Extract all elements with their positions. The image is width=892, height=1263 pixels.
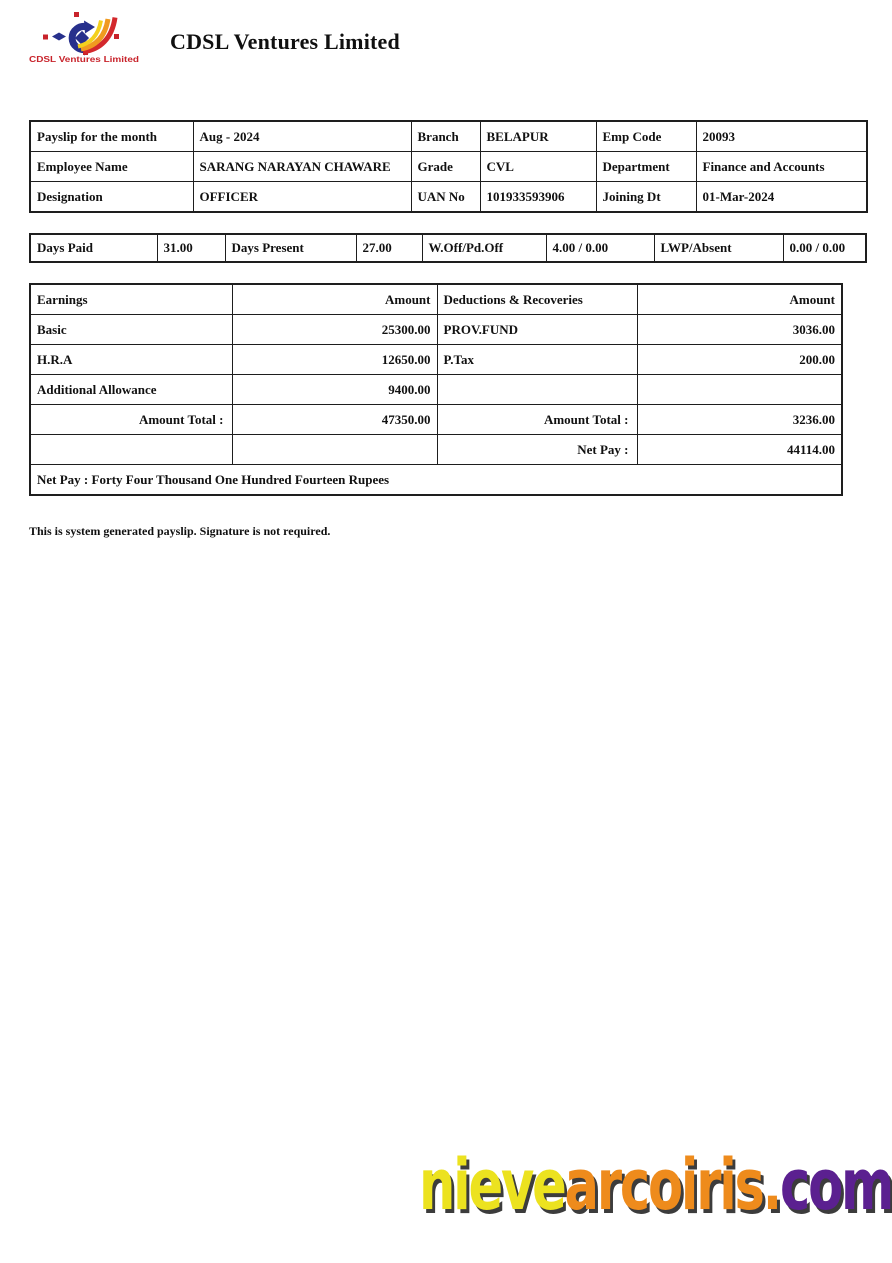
earning-label: Basic bbox=[30, 315, 232, 345]
earning-label: Additional Allowance bbox=[30, 375, 232, 405]
deduction-label: P.Tax bbox=[437, 345, 637, 375]
info-value-uan: 101933593906 bbox=[480, 182, 596, 213]
pay-header-earnings-amount: Amount bbox=[232, 284, 437, 315]
info-label-uan: UAN No bbox=[411, 182, 480, 213]
earning-label: H.R.A bbox=[30, 345, 232, 375]
deductions-total-value: 3236.00 bbox=[637, 405, 842, 435]
info-value-grade: CVL bbox=[480, 152, 596, 182]
attendance-value-woff: 4.00 / 0.00 bbox=[546, 234, 654, 262]
watermark-part-arcoiris: arcoiris bbox=[564, 1144, 763, 1226]
deduction-label: PROV.FUND bbox=[437, 315, 637, 345]
deduction-amount: 3036.00 bbox=[637, 315, 842, 345]
info-value-department: Finance and Accounts bbox=[696, 152, 867, 182]
pay-header-deductions: Deductions & Recoveries bbox=[437, 284, 637, 315]
pay-row bbox=[30, 375, 842, 405]
info-label-grade: Grade bbox=[411, 152, 480, 182]
earning-amount: 9400.00 bbox=[232, 375, 437, 405]
pay-row bbox=[30, 345, 842, 375]
attendance-label-days-paid: Days Paid bbox=[30, 234, 157, 262]
deduction-amount bbox=[637, 375, 842, 405]
info-row bbox=[30, 121, 867, 152]
net-pay-value: 44114.00 bbox=[637, 435, 842, 465]
earnings-total-value: 47350.00 bbox=[232, 405, 437, 435]
info-label-emp-code: Emp Code bbox=[596, 121, 696, 152]
deductions-total-label: Amount Total : bbox=[437, 405, 637, 435]
page-title: CDSL Ventures Limited bbox=[170, 29, 400, 54]
info-label-department: Department bbox=[596, 152, 696, 182]
net-pay-label: Net Pay : bbox=[437, 435, 637, 465]
info-label-designation: Designation bbox=[30, 182, 193, 213]
attendance-label-woff: W.Off/Pd.Off bbox=[422, 234, 546, 262]
attendance-value-days-paid: 31.00 bbox=[157, 234, 225, 262]
watermark-part-com: com bbox=[779, 1144, 892, 1226]
watermark-part-dot: . bbox=[762, 1144, 780, 1226]
info-label-branch: Branch bbox=[411, 121, 480, 152]
footer-note: This is system generated payslip. Signature is not required. bbox=[29, 524, 331, 538]
info-row bbox=[30, 152, 867, 182]
payslip-info-table bbox=[29, 120, 868, 213]
earning-amount: 25300.00 bbox=[232, 315, 437, 345]
info-value-payslip-month: Aug - 2024 bbox=[193, 121, 411, 152]
info-value-branch: BELAPUR bbox=[480, 121, 596, 152]
info-value-joining-dt: 01-Mar-2024 bbox=[696, 182, 867, 213]
empty-cell bbox=[30, 435, 232, 465]
pay-header-row bbox=[30, 284, 842, 315]
pay-header-earnings: Earnings bbox=[30, 284, 232, 315]
attendance-label-days-present: Days Present bbox=[225, 234, 356, 262]
net-pay-words-row bbox=[30, 465, 842, 496]
attendance-label-lwp: LWP/Absent bbox=[654, 234, 783, 262]
pay-table bbox=[29, 283, 843, 496]
info-label-joining-dt: Joining Dt bbox=[596, 182, 696, 213]
info-value-employee-name: SARANG NARAYAN CHAWARE bbox=[193, 152, 411, 182]
company-logo bbox=[28, 10, 140, 65]
attendance-table bbox=[29, 233, 867, 263]
watermark-part-nieve: nieve bbox=[418, 1144, 565, 1226]
empty-cell bbox=[232, 435, 437, 465]
info-label-employee-name: Employee Name bbox=[30, 152, 193, 182]
pay-row bbox=[30, 315, 842, 345]
net-pay-row bbox=[30, 435, 842, 465]
watermark bbox=[418, 1144, 892, 1226]
info-label-payslip-month: Payslip for the month bbox=[30, 121, 193, 152]
earning-amount: 12650.00 bbox=[232, 345, 437, 375]
pay-totals-row bbox=[30, 405, 842, 435]
deduction-label bbox=[437, 375, 637, 405]
pay-header-deductions-amount: Amount bbox=[637, 284, 842, 315]
logo-caption: CDSL Ventures Limited bbox=[29, 54, 139, 64]
info-value-designation: OFFICER bbox=[193, 182, 411, 213]
info-value-emp-code: 20093 bbox=[696, 121, 867, 152]
info-row bbox=[30, 182, 867, 213]
attendance-value-lwp: 0.00 / 0.00 bbox=[783, 234, 866, 262]
net-pay-words: Net Pay : Forty Four Thousand One Hundred Fourteen Rupees bbox=[30, 465, 842, 496]
deduction-amount: 200.00 bbox=[637, 345, 842, 375]
attendance-value-days-present: 27.00 bbox=[356, 234, 422, 262]
attendance-row bbox=[30, 234, 866, 262]
earnings-total-label: Amount Total : bbox=[30, 405, 232, 435]
